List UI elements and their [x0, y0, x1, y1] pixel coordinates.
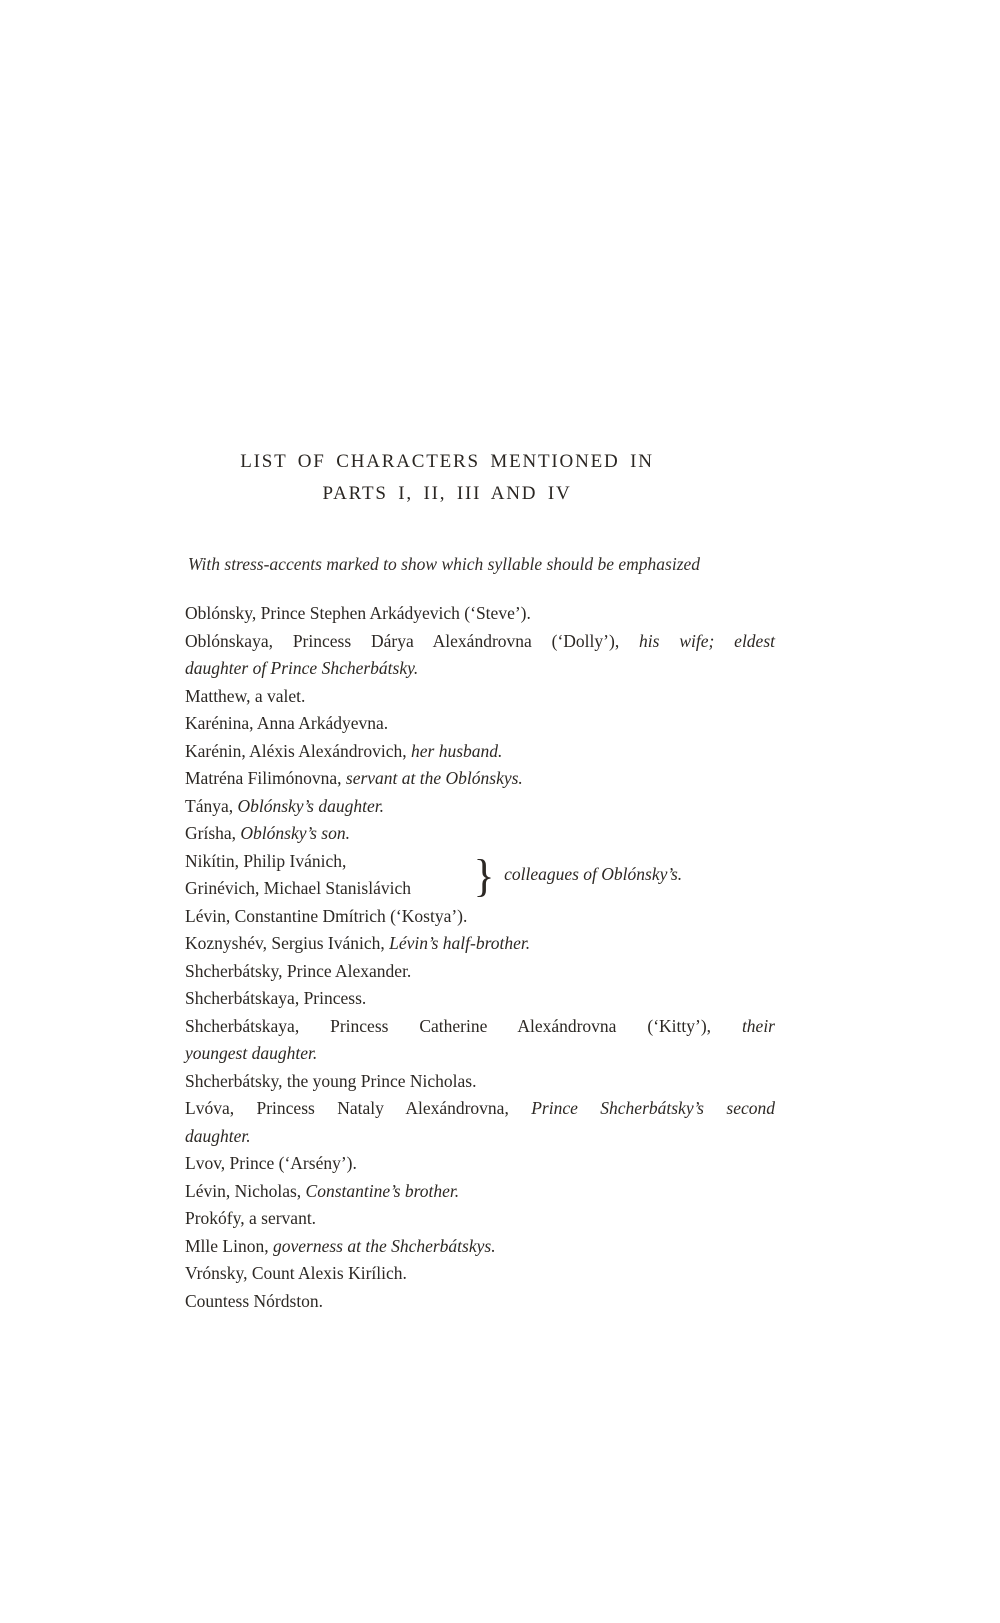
entry-line: Lévin, Nicholas, Constantine’s brother. — [185, 1180, 460, 1201]
character-entry — [185, 738, 775, 766]
entry-line: Matthew, a valet. — [185, 685, 306, 706]
entry-line: Oblónsky, Prince Stephen Arkádyevich (‘Steve’). — [185, 603, 531, 623]
character-entry — [185, 600, 775, 628]
entry-line: Lévin, Constantine Dmítrich (‘Kostya’). — [185, 905, 468, 926]
character-entry — [185, 820, 775, 848]
character-entry — [185, 958, 775, 986]
character-entry — [185, 1233, 775, 1261]
character-entry — [185, 1068, 775, 1096]
character-entry — [185, 793, 775, 821]
entry-line: Vrónsky, Count Alexis Kirílich. — [185, 1263, 407, 1283]
character-entry — [185, 903, 775, 931]
brace-group-description: colleagues of Oblónsky’s. — [504, 864, 683, 885]
entry-line: Shcherbátskaya, Princess. — [185, 988, 367, 1008]
entry-line: Matréna Filimónovna, servant at the Oblónskys. — [185, 768, 523, 788]
entry-line: Koznyshév, Sergius Ivánich, Lévin’s half-brother. — [185, 933, 531, 953]
character-entry: Nikítin, Philip Ivánich, — [185, 850, 347, 871]
character-entry — [185, 1013, 775, 1068]
character-entry: Grinévich, Michael Stanislávich — [185, 878, 411, 898]
page-title — [152, 446, 742, 510]
entry-line: Lvóva, Princess Nataly Alexándrovna, Prince Shcherbátsky’s second — [185, 1098, 775, 1118]
brace-group-names — [185, 848, 473, 903]
entry-line: Oblónskaya, Princess Dárya Alexándrovna (‘Dolly’), his wife; eldest — [185, 630, 775, 651]
stress-accent-note: With stress-accents marked to show which syllable should be emphasized — [187, 554, 701, 574]
entry-line: Shcherbátsky, the young Prince Nicholas. — [185, 1070, 477, 1091]
entry-line: Mlle Linon, governess at the Shcherbátskys. — [185, 1235, 496, 1256]
entry-line: Prokófy, a servant. — [185, 1208, 317, 1228]
character-list — [185, 600, 775, 1315]
entry-line: daughter of Prince Shcherbátsky. — [185, 658, 419, 678]
character-entry — [185, 930, 775, 958]
right-brace-glyph: } — [473, 849, 495, 901]
entry-line: Countess Nórdston. — [185, 1290, 324, 1311]
entry-line: Tánya, Oblónsky’s daughter. — [185, 795, 384, 816]
character-entry — [185, 985, 775, 1013]
entry-line: Karénina, Anna Arkádyevna. — [185, 713, 389, 733]
entry-line: daughter. — [185, 1125, 251, 1146]
entry-line: Shcherbátsky, Prince Alexander. — [185, 960, 412, 981]
page-title-line-2: PARTS I, II, III AND IV — [322, 483, 572, 504]
character-entry — [185, 765, 775, 793]
character-entry — [185, 1178, 775, 1206]
character-entry — [185, 1288, 775, 1316]
character-entry — [185, 1260, 775, 1288]
entry-line: Lvov, Prince (‘Arsény’). — [185, 1153, 357, 1173]
character-entry — [185, 683, 775, 711]
character-entry — [185, 1095, 775, 1150]
page-title-line-1: LIST OF CHARACTERS MENTIONED IN — [240, 451, 654, 472]
character-entry — [185, 1150, 775, 1178]
entry-line: youngest daughter. — [185, 1043, 318, 1063]
character-entry — [185, 710, 775, 738]
character-entry — [185, 1205, 775, 1233]
character-entry-group — [185, 848, 775, 903]
entry-line: Karénin, Aléxis Alexándrovich, her husband. — [185, 740, 503, 761]
entry-line: Shcherbátskaya, Princess Catherine Alexándrovna (‘Kitty’), their — [185, 1015, 775, 1036]
character-entry — [185, 628, 775, 683]
entry-line: Grísha, Oblónsky’s son. — [185, 823, 350, 843]
